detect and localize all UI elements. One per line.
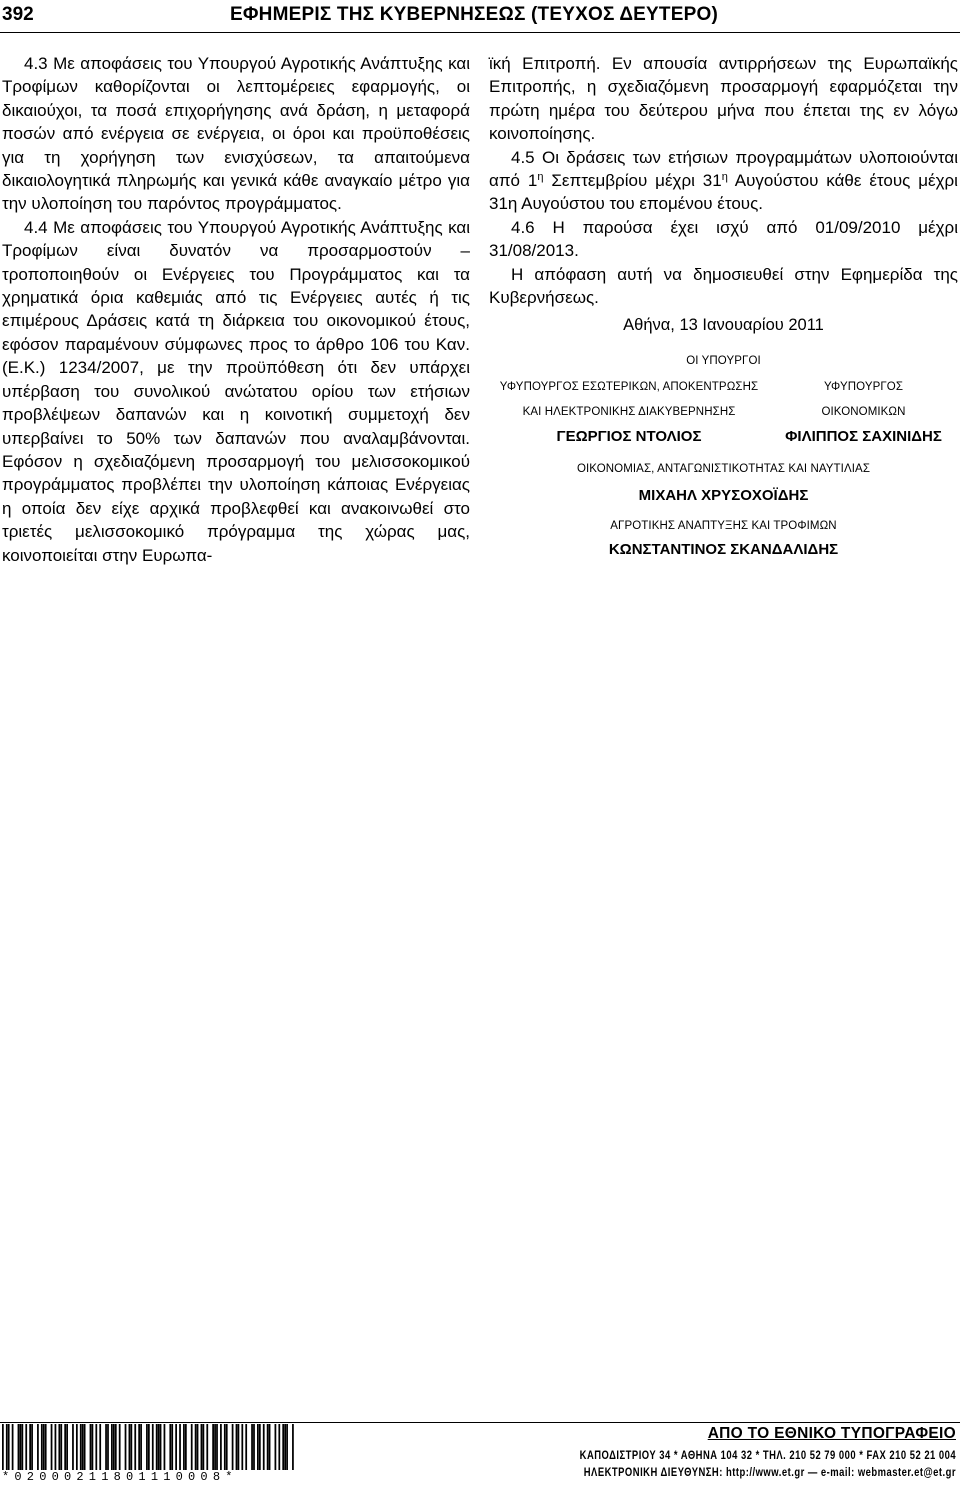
barcode-bar	[119, 1424, 121, 1470]
barcode-bar	[257, 1424, 259, 1470]
barcode-bar	[107, 1424, 109, 1470]
page-number: 392	[2, 4, 34, 25]
barcode-bar	[201, 1424, 203, 1470]
barcode-bar	[171, 1424, 173, 1470]
barcode-bar	[232, 1424, 234, 1470]
barcode-bar	[2, 1424, 4, 1470]
barcode-bar	[236, 1424, 238, 1470]
barcode-bar	[92, 1424, 94, 1470]
barcode-bar	[129, 1424, 131, 1470]
barcode-bar	[275, 1424, 277, 1470]
barcode-bar	[99, 1424, 101, 1470]
paragraph-4-5-part-c: Αυγούστου κάθε έτους μέχρι 31η Αυγούστου του επομένου έτους.	[489, 171, 958, 214]
barcode-bar	[156, 1424, 158, 1470]
barcode-bar	[185, 1424, 187, 1470]
barcode-bar	[212, 1424, 214, 1470]
barcode-bar	[164, 1424, 166, 1470]
barcode-bar	[183, 1424, 185, 1470]
barcode-bar	[58, 1424, 60, 1470]
gazette-title: ΕΦΗΜΕΡΙΣ ΤΗΣ ΚΥΒΕΡΝΗΣΕΩΣ (ΤΕΥΧΟΣ ΔΕΥΤΕΡΟ)	[230, 4, 718, 25]
barcode-bar	[152, 1424, 154, 1470]
right-minister-name: ΦΙΛΙΠΠΟΣ ΣΑΧΙΝΙΔΗΣ	[785, 428, 942, 445]
barcode-bar	[55, 1424, 57, 1470]
barcode-bar	[82, 1424, 84, 1470]
barcode-bar	[146, 1424, 148, 1470]
paragraph-4-5-part-a: 4.5 Οι δράσεις των ετήσιων προγραμμάτων υλοποιούνται από 1	[489, 147, 958, 191]
barcode-bar	[31, 1424, 33, 1470]
barcode-bar	[21, 1424, 23, 1470]
barcode-bar	[113, 1424, 115, 1470]
barcode-bar	[238, 1424, 240, 1470]
superscript-1: η	[537, 171, 544, 184]
barcode-bar	[284, 1424, 286, 1470]
barcode-bar	[134, 1424, 136, 1470]
barcode-bar	[45, 1424, 47, 1470]
fourth-minister-name: ΚΩΝΣΤΑΝΤΙΝΟΣ ΣΚΑΝΔΑΛΙΔΗΣ	[608, 541, 839, 558]
barcode-image	[2, 1424, 294, 1470]
barcode-bar	[148, 1424, 150, 1470]
barcode-bar	[90, 1424, 92, 1470]
barcode-bar	[76, 1424, 78, 1470]
barcode-bar	[25, 1424, 27, 1470]
barcode-bar	[51, 1424, 53, 1470]
superscript-2: η	[721, 171, 728, 184]
paragraph-4-3: 4.3 Με αποφάσεις του Υπουργού Αγροτικής Ανάπτυξης και Τροφίμων καθορίζονται οι λεπτομέρειες εφαρμογής, οι δικαιούχοι, τα ποσά επιχορήγησης ανά δράση, η μεταφορά ποσών από ενέργεια σε ενέργεια, οι όροι και προϋποθέσεις για τη χορήγηση των ενισχύσεων, τα απαιτούμενα δικαιολογητικά πληρωμής και γενικά κάθε αναγκαίο μέτρο για την υλοποίηση του παρόντος προγράμματος.	[2, 54, 470, 214]
barcode-bar	[263, 1424, 265, 1470]
barcode-bar	[6, 1424, 8, 1470]
barcode-bar	[12, 1424, 14, 1470]
barcode-bar	[8, 1424, 10, 1470]
paragraph-publication: Η απόφαση αυτή να δημοσιευθεί στην Εφημερίδα της Κυβερνήσεως.	[489, 264, 958, 308]
barcode-bar	[138, 1424, 140, 1470]
barcode-bar	[206, 1424, 208, 1470]
barcode-bar	[245, 1424, 247, 1470]
third-minister-title: ΟΙΚΟΝΟΜΙΑΣ, ΑΝΤΑΓΩΝΙΣΤΙΚΟΤΗΤΑΣ ΚΑΙ ΝΑΥΤΙΛΙΑΣ	[576, 463, 871, 475]
paragraph-continuation: ϊκή Επιτροπή. Εν απουσία αντιρρήσεων της Ευρωπαϊκής Επιτροπής, η σχεδιαζόμενη προσαρμογή εφαρμόζεται την πρώτη ημέρα του δεύτερου μήνα που έπεται της εν λόγω κοινοποίησης.	[489, 54, 958, 144]
fourth-minister-title: ΑΓΡΟΤΙΚΗΣ ΑΝΑΠΤΥΞΗΣ ΚΑΙ ΤΡΟΦΙΜΩΝ	[610, 520, 837, 532]
barcode-bar	[160, 1424, 162, 1470]
barcode-bar	[60, 1424, 62, 1470]
barcode-bar	[259, 1424, 261, 1470]
barcode-bar	[66, 1424, 68, 1470]
barcode-bar	[197, 1424, 199, 1470]
barcode-bar	[226, 1424, 228, 1470]
paragraph-4-4: 4.4 Με αποφάσεις του Υπουργού Αγροτικής Ανάπτυξης και Τροφίμων είναι δυνατόν να προσαρμοστούν – τροποποιηθούν οι Ενέργειες του Προγράμματος και τα χρηματικά όρια καθεμιάς από τις Ενέργειες αυτές ή τις επιμέρους Δράσεις κατά τη διάρκεια του οικονομικού έτους, εφόσον παραμένουν σύμφωνες προς το άρθρο 106 του Καν. (Ε.Κ.) 1234/2007, με την προϋπόθεση ότι δεν υπάρχει υπέρβαση του συνολικού ανώτατου ορίου των ετήσιων προβλέψεων δαπανών και η κοινοτική συμμετοχή δεν υπερβαίνει το 50% των δαπανών που αναλαμβάνονται. Εφόσον η σχεδιαζόμενη προσαρμογή του μελισσοκομικού προγράμματος προβλέπει την υλοποίηση κάποιας Ενέργειας η οποία δεν είχε αρχικά προβλεφθεί και ανακοινωθεί στο τριετές μελισσοκομικό πρόγραμμα της χώρας μας, κοινοποιείται στην Ευρωπα-	[2, 217, 470, 565]
barcode-bar	[179, 1424, 181, 1470]
barcode-bar	[191, 1424, 193, 1470]
barcode-bar	[278, 1424, 280, 1470]
left-minister-name: ΓΕΩΡΓΙΟΣ ΝΤΟΛΙΟΣ	[556, 428, 702, 445]
left-minister-title-1: ΥΦΥΠΟΥΡΓΟΣ ΕΣΩΤΕΡΙΚΩΝ, ΑΠΟΚΕΝΤΡΩΣΗΣ	[499, 381, 759, 393]
barcode-bar	[72, 1424, 74, 1470]
barcode-bar	[18, 1424, 20, 1470]
barcode-bar	[267, 1424, 269, 1470]
paragraph-4-6: 4.6 Η παρούσα έχει ισχύ από 01/09/2010 μέχρι 31/08/2013.	[489, 217, 958, 261]
barcode-bar	[286, 1424, 288, 1470]
barcode-bar	[41, 1424, 43, 1470]
left-column	[2, 52, 470, 567]
barcode-bar	[292, 1424, 294, 1470]
barcode-bar	[125, 1424, 127, 1470]
barcode-bar	[29, 1424, 31, 1470]
paragraph-4-5-part-b: Σεπτεμβρίου μέχρι 31	[543, 171, 722, 191]
barcode-bar	[269, 1424, 271, 1470]
third-minister-name: ΜΙΧΑΗΛ ΧΡΥΣΟΧΟΪΔΗΣ	[638, 487, 809, 504]
barcode-bar	[214, 1424, 216, 1470]
barcode-bar	[43, 1424, 45, 1470]
barcode-bar	[158, 1424, 160, 1470]
barcode-bar	[84, 1424, 86, 1470]
barcode-number: *02000211801110008*	[2, 1470, 238, 1484]
barcode-bar	[241, 1424, 243, 1470]
signature-block	[489, 0, 958, 600]
barcode-bar	[20, 1424, 22, 1470]
right-minister-title-2: ΟΙΚΟΝΟΜΙΚΩΝ	[821, 406, 906, 418]
barcode-bar	[203, 1424, 205, 1470]
barcode-bar	[224, 1424, 226, 1470]
barcode-bar	[216, 1424, 218, 1470]
barcode-bar	[175, 1424, 177, 1470]
barcode-bar	[253, 1424, 255, 1470]
barcode-bar	[251, 1424, 253, 1470]
barcode-bar	[140, 1424, 142, 1470]
printer-website: ΗΛΕΚΤΡΟΝΙΚΗ ΔΙΕΥΘΥΝΣΗ: http://www.et.gr — e-mail: webmaster.et@et.gr	[583, 1467, 956, 1479]
barcode-bar	[195, 1424, 197, 1470]
place-date: Αθήνα, 13 Ιανουαρίου 2011	[623, 316, 824, 334]
printer-name: ΑΠΟ ΤΟ ΕΘΝΙΚΟ ΤΥΠΟΓΡΑΦΕΙΟ	[707, 1425, 956, 1442]
barcode-bar	[95, 1424, 97, 1470]
barcode-bar	[220, 1424, 222, 1470]
barcode-bar	[111, 1424, 113, 1470]
ministers-heading: ΟΙ ΥΠΟΥΡΓΟΙ	[686, 355, 761, 367]
left-minister-title-2: ΚΑΙ ΗΛΕΚΤΡΟΝΙΚΗΣ ΔΙΑΚΥΒΕΡΝΗΣΗΣ	[522, 406, 736, 418]
barcode-bar	[169, 1424, 171, 1470]
right-minister-title-1: ΥΦΥΠΟΥΡΓΟΣ	[823, 381, 904, 393]
footer-rule	[0, 1422, 960, 1423]
barcode-bar	[64, 1424, 66, 1470]
barcode-bar	[37, 1424, 39, 1470]
barcode-bar	[115, 1424, 117, 1470]
printer-address: ΚΑΠΟΔΙΣΤΡΙΟΥ 34 * ΑΘΗΝΑ 104 32 * ΤΗΛ. 210 52 79 000 * FAX 210 52 21 004	[579, 1450, 956, 1462]
barcode-bar	[130, 1424, 132, 1470]
barcode-bar	[282, 1424, 284, 1470]
barcode-bar	[105, 1424, 107, 1470]
barcode-bar	[80, 1424, 82, 1470]
